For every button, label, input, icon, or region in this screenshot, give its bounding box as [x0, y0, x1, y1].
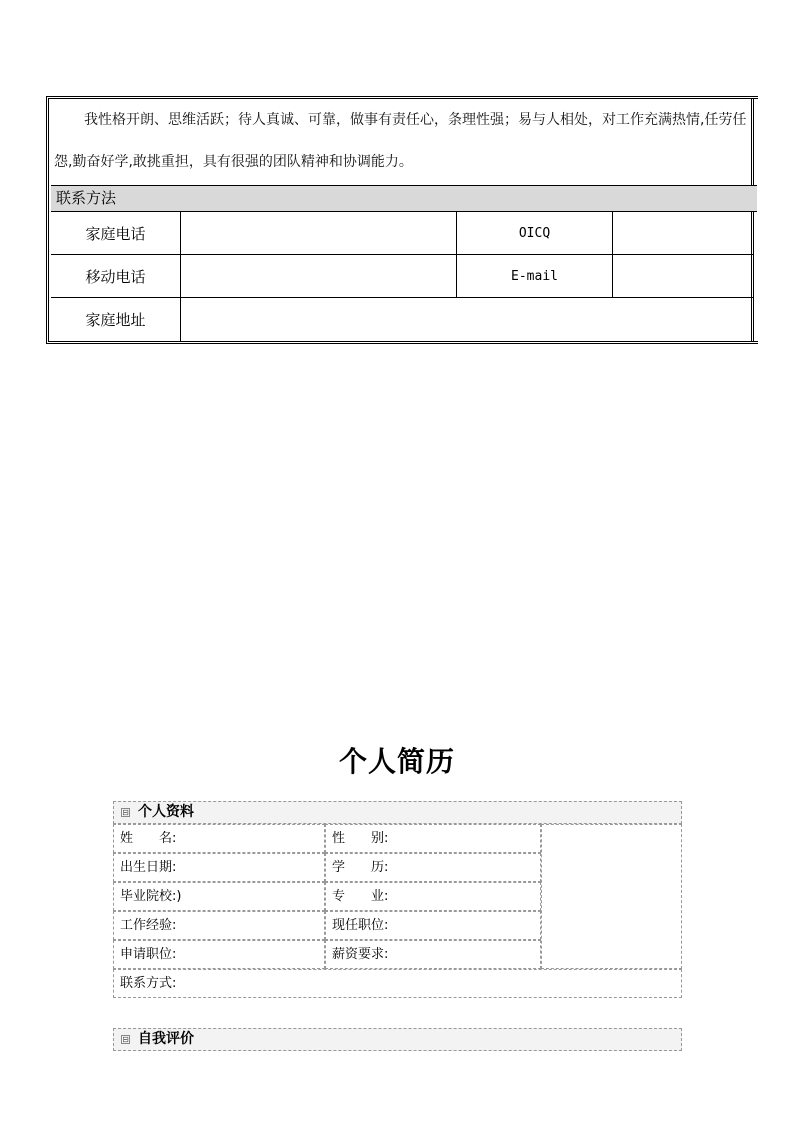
self-eval-header[interactable]: [113, 1028, 682, 1051]
field-school: 毕业院校:): [113, 882, 325, 911]
table-row: [51, 298, 753, 341]
photo-box[interactable]: [541, 824, 682, 969]
field-education: 学 历:: [325, 853, 541, 882]
personal-info-header[interactable]: [113, 801, 682, 824]
self-intro: [54, 99, 750, 185]
contact-table: [46, 96, 758, 344]
contact-section-header: 联系方法: [51, 185, 757, 212]
mobile-value[interactable]: [181, 255, 457, 297]
resume-title: 个人简历: [338, 745, 455, 778]
field-position: 现任职位:: [325, 911, 541, 940]
address-value[interactable]: [181, 298, 753, 341]
self-intro-text: 我性格开朗、思维活跃；待人真诚、可靠，做事有责任心，条理性强；易与人相处，对工作充满热情,任劳任怨,勤奋好学,敢挑重担，具有很强的团队精神和协调能力。: [54, 112, 747, 170]
mobile-label: 移动电话: [51, 255, 181, 297]
field-major: 专 业:: [325, 882, 541, 911]
oicq-label: OICQ: [457, 212, 613, 254]
home-phone-label: 家庭电话: [51, 212, 181, 254]
field-contact: 联系方式:: [113, 969, 682, 998]
oicq-value[interactable]: [613, 212, 753, 254]
address-label: 家庭地址: [51, 298, 181, 341]
collapse-icon[interactable]: ⊟: [122, 1035, 129, 1044]
self-eval-header-label: 自我评价: [138, 1031, 194, 1047]
field-applied: 申请职位:: [113, 940, 325, 969]
field-name: 姓 名:: [113, 824, 325, 853]
table-row: [51, 255, 753, 298]
field-experience: 工作经验:: [113, 911, 325, 940]
email-value[interactable]: [613, 255, 753, 297]
home-phone-value[interactable]: [181, 212, 457, 254]
collapse-icon[interactable]: ⊟: [122, 808, 129, 817]
field-salary: 薪资要求:: [325, 940, 541, 969]
personal-info-header-label: 个人资料: [138, 804, 194, 820]
field-gender: 性 别:: [325, 824, 541, 853]
table-row: [51, 212, 753, 255]
email-label: E-mail: [457, 255, 613, 297]
field-birth: 出生日期:: [113, 853, 325, 882]
